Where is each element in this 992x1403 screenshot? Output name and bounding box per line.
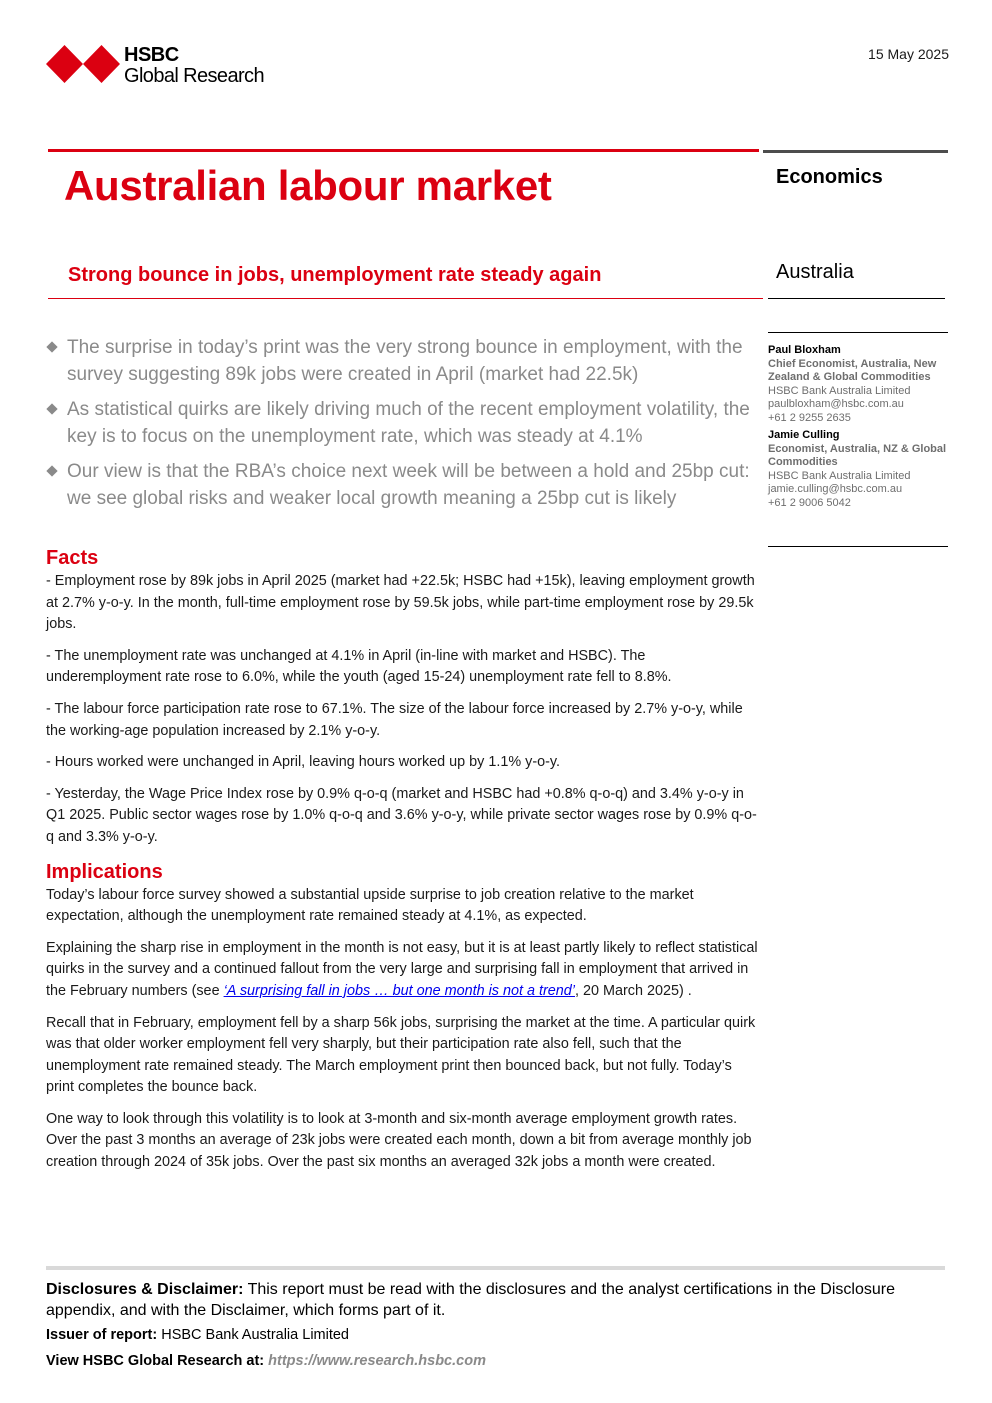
main-content <box>46 545 758 1184</box>
fact-paragraph: - Employment rose by 89k jobs in April 2025 (market had +22.5k; HSBC had +15k), leaving employment growth at 2.7% y-o-y. In the month, full-time employment rose by 59.5k jobs, while part-time employment rose by 29.5k jobs. <box>46 573 755 633</box>
diamond-bullet-icon <box>46 465 57 476</box>
hsbc-hexagon-icon <box>46 45 120 83</box>
fact-paragraph: - Hours worked were unchanged in April, leaving hours worked up by 1.1% y-o-y. <box>46 754 561 771</box>
analyst-name: Paul Bloxham <box>768 344 841 356</box>
paragraph-text: Explaining the sharp rise in employment in the month is not easy, but it is at least partly likely to reflect statistical quirks in the survey and a continued fallout from the very large and surprising fall in employment that arrived in the February numbers (see <box>46 939 758 999</box>
key-point <box>46 396 762 450</box>
disclaimer-text: This report must be read with the disclosures and the analyst certifications in the Disclosure appendix, and with the Disclaimer, which forms part of it. <box>46 1281 895 1319</box>
implications-paragraph: Today’s labour force survey showed a substantial upside surprise to job creation relative to the market expectation, although the unemployment rate remained steady at 4.1%, as expected. <box>46 886 694 925</box>
research-url[interactable]: https://www.research.hsbc.com <box>268 1353 486 1369</box>
country-label: Australia <box>776 261 854 283</box>
title-top-rule <box>48 149 759 152</box>
hsbc-logo <box>46 45 276 87</box>
key-point-text: Our view is that the RBA’s choice next week will be between a hold and 25bp cut: we see global risks and weaker local growth meaning a 25bp cut is likely <box>67 461 750 509</box>
view-label: View HSBC Global Research at: <box>46 1353 265 1369</box>
implications-paragraph: Recall that in February, employment fell by a sharp 56k jobs, surprising the market at the time. A particular quirk was that older worker employment fell very sharply, but their participation rate also fell, such that the unemployment rate remained steady. The March employment print then bounced back, but not fully. Today’s print completes the bounce back. <box>46 1014 756 1096</box>
key-point <box>46 334 762 388</box>
analyst-name: Jamie Culling <box>768 429 840 441</box>
issuer-text: HSBC Bank Australia Limited <box>157 1327 349 1343</box>
analyst-email[interactable]: jamie.culling@hsbc.com.au <box>768 483 903 495</box>
implications-heading: Implications <box>46 860 163 883</box>
research-link-line <box>46 1351 926 1371</box>
implications-paragraph: One way to look through this volatility is to look at 3-month and six-month average employment growth rates. Over the past 3 months an average of 23k jobs were created each month, down a bit from average monthly job creation through 2024 of 35k jobs. Over the past six months an averaged 32k jobs a month were created. <box>46 1110 752 1171</box>
analyst-company: HSBC Bank Australia Limited <box>768 469 911 482</box>
disclaimer-label: Disclosures & Disclaimer: <box>46 1281 244 1298</box>
analyst-company: HSBC Bank Australia Limited <box>768 384 911 397</box>
subtitle-rule <box>48 298 763 299</box>
analyst-card <box>768 429 953 510</box>
report-subtitle: Strong bounce in jobs, unemployment rate steady again <box>68 264 602 286</box>
paragraph-text: , 20 March 2025) . <box>575 982 692 999</box>
analyst-email[interactable]: paulbloxham@hsbc.com.au <box>768 398 904 410</box>
footer <box>46 1279 926 1371</box>
section-label: Economics <box>776 166 883 188</box>
analyst-phone: +61 2 9006 5042 <box>768 496 851 509</box>
fact-paragraph: - The labour force participation rate rose to 67.1%. The size of the labour force increased by 2.7% y-o-y, while the working-age population increased by 2.1% y-o-y. <box>46 700 743 739</box>
sidebar-top-rule <box>763 150 948 153</box>
key-point-text: As statistical quirks are likely driving much of the recent employment volatility, the key is to focus on the unemployment rate, which was steady at 4.1% <box>67 399 750 447</box>
facts-heading: Facts <box>46 547 99 569</box>
key-point <box>46 458 762 512</box>
analyst-role: Economist, Australia, NZ & Global Commodities <box>768 442 947 468</box>
analysts-top-rule <box>768 332 948 333</box>
report-date: 15 May 2025 <box>868 46 949 62</box>
report-link[interactable]: ‘A surprising fall in jobs … but one month is not a trend’ <box>223 982 575 999</box>
brand-name: HSBC <box>124 44 179 66</box>
disclaimer <box>46 1279 926 1321</box>
issuer-label: Issuer of report: <box>46 1327 158 1343</box>
key-point-text: The surprise in today’s print was the very strong bounce in employment, with the survey suggesting 89k jobs were created in April (market had 22.5k) <box>67 337 743 385</box>
division-name: Global Research <box>124 65 264 87</box>
analyst-phone: +61 2 9255 2635 <box>768 411 851 424</box>
issuer <box>46 1325 926 1345</box>
diamond-bullet-icon <box>46 341 57 352</box>
footer-rule <box>46 1266 945 1270</box>
key-points <box>46 334 762 520</box>
analyst-card <box>768 344 953 425</box>
fact-paragraph: - The unemployment rate was unchanged at 4.1% in April (in-line with market and HSBC). The underemployment rate rose to 6.0%, while the youth (aged 15-24) unemployment rate fell to 8.8%. <box>46 647 672 686</box>
report-title: Australian labour market <box>64 162 552 209</box>
analyst-role: Chief Economist, Australia, New Zealand & Global Commodities <box>768 357 937 383</box>
country-rule <box>768 298 945 299</box>
implications-paragraph <box>46 938 758 1003</box>
analyst-list <box>768 344 953 514</box>
diamond-bullet-icon <box>46 403 57 414</box>
analysts-bottom-rule <box>768 546 948 547</box>
fact-paragraph: - Yesterday, the Wage Price Index rose by 0.9% q-o-q (market and HSBC had +0.8% q-o-q) and 3.4% y-o-y in Q1 2025. Public sector wages rose by 1.0% q-o-q and 3.6% y-o-y, while private sector wages rose by 0.9% q-o-q and 3.3% y-o-y. <box>46 785 757 845</box>
